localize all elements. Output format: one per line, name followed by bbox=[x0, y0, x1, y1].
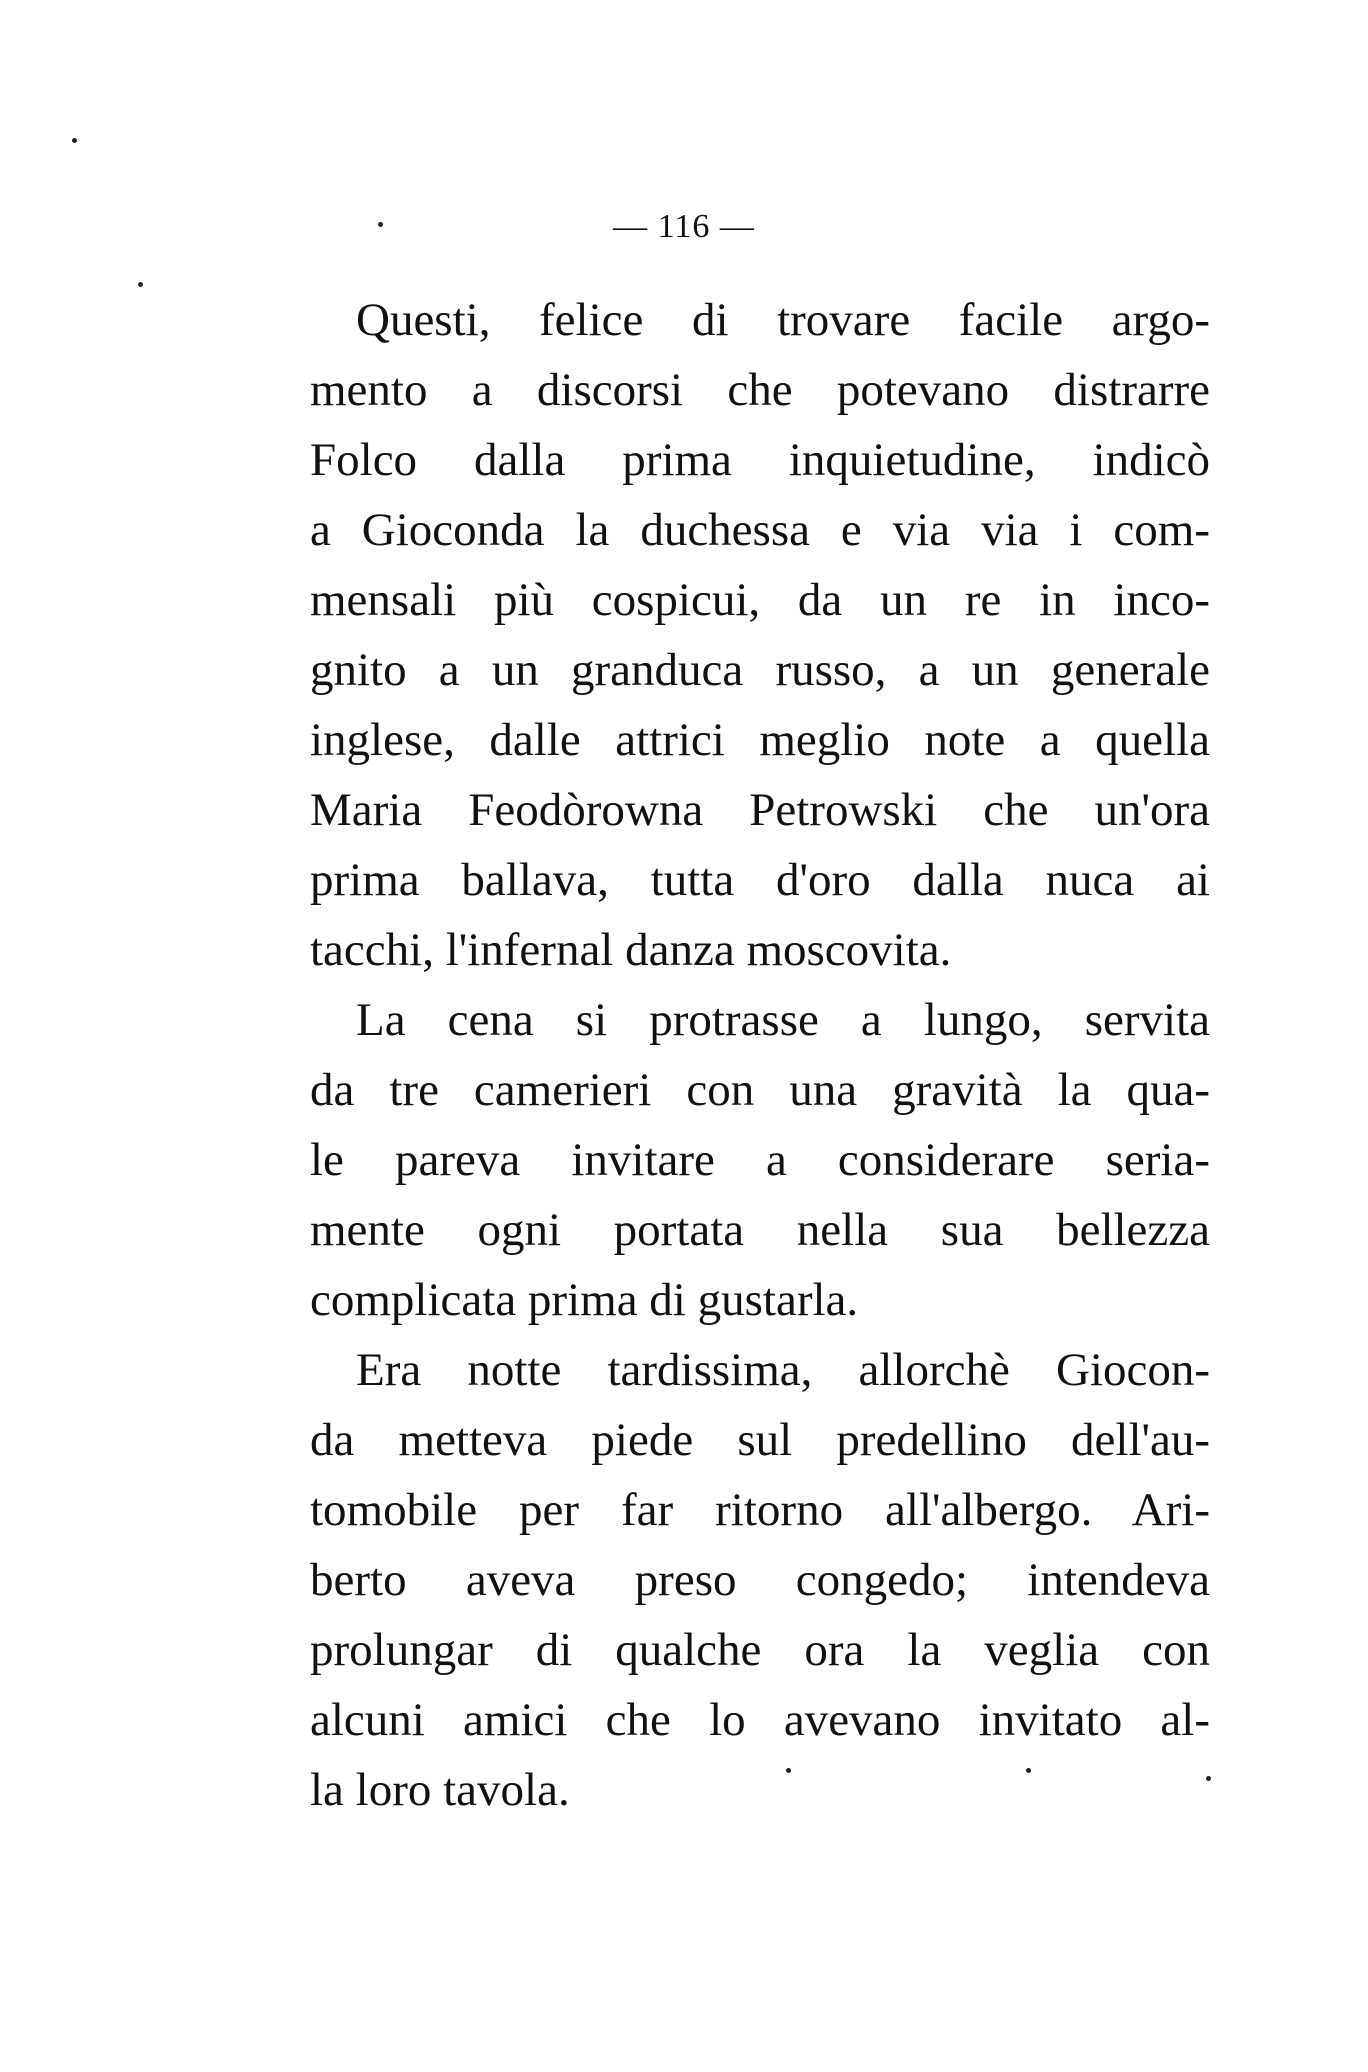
text-line: tacchi, l'infernal danza moscovita. bbox=[310, 924, 952, 976]
paragraph-3 bbox=[310, 1335, 1210, 1825]
text-line: la loro tavola. bbox=[310, 1764, 570, 1816]
text-line: mente ogni portata nella sua bellezza bbox=[310, 1204, 1210, 1256]
text-line: inglese, dalle attrici meglio note a quella bbox=[310, 714, 1210, 766]
text-line: da metteva piede sul predellino dell'au- bbox=[310, 1414, 1210, 1466]
text-line: le pareva invitare a considerare seria- bbox=[310, 1134, 1210, 1186]
text-line: berto aveva preso congedo; intendeva bbox=[310, 1554, 1210, 1606]
text-line: Maria Feodòrowna Petrowski che un'ora bbox=[310, 784, 1210, 836]
text-line: gnito a un granduca russo, a un generale bbox=[310, 644, 1210, 696]
body-text bbox=[310, 285, 1210, 1825]
text-line: mento a discorsi che potevano distrarre bbox=[310, 364, 1210, 416]
text-line: a Gioconda la duchessa e via via i com- bbox=[310, 504, 1210, 556]
page-number: — 116 — bbox=[613, 208, 755, 245]
text-line: Era notte tardissima, allorchè Giocon- bbox=[356, 1344, 1210, 1396]
text-line: Questi, felice di trovare facile argo- bbox=[356, 294, 1210, 346]
text-line: complicata prima di gustarla. bbox=[310, 1274, 859, 1326]
paragraph-1 bbox=[310, 285, 1210, 985]
text-line: da tre camerieri con una gravità la qua- bbox=[310, 1064, 1210, 1116]
text-line: Folco dalla prima inquietudine, indicò bbox=[310, 434, 1210, 486]
text-line: tomobile per far ritorno all'albergo. Ari- bbox=[310, 1484, 1210, 1536]
text-line: prolungar di qualche ora la veglia con bbox=[310, 1624, 1210, 1676]
text-line: prima ballava, tutta d'oro dalla nuca ai bbox=[310, 854, 1210, 906]
scan-speck bbox=[138, 282, 143, 287]
text-line: mensali più cospicui, da un re in inco- bbox=[310, 574, 1210, 626]
paragraph-2 bbox=[310, 985, 1210, 1335]
text-line: alcuni amici che lo avevano invitato al- bbox=[310, 1694, 1210, 1746]
text-line: La cena si protrasse a lungo, servita bbox=[356, 994, 1210, 1046]
scan-speck bbox=[72, 138, 77, 143]
